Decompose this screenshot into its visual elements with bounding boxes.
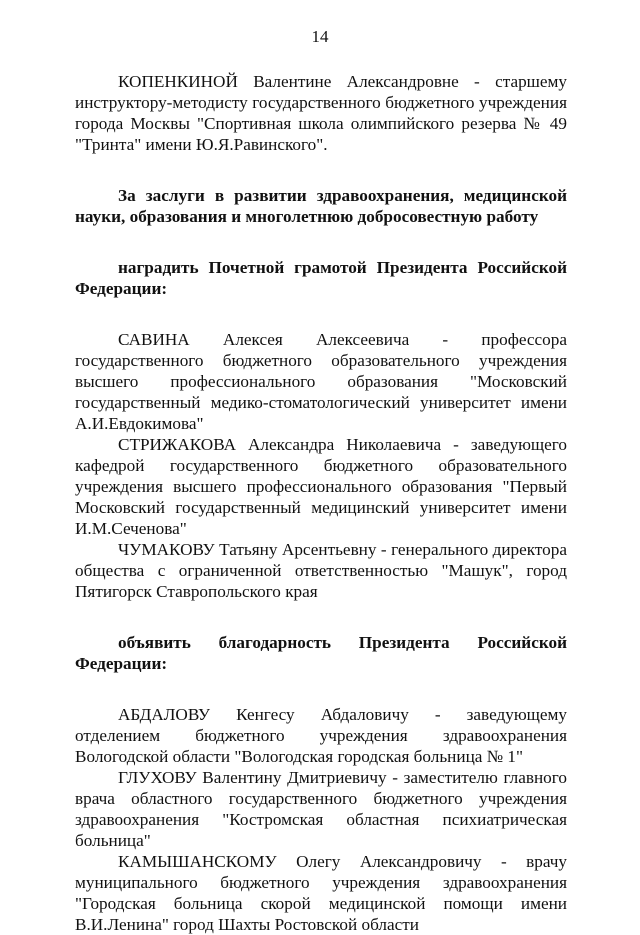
page-number: 14 xyxy=(311,27,329,46)
paragraph-strizhakov: СТРИЖАКОВА Александра Николаевича - заведующего кафедрой государственного бюджетного образовательного учреждения высшего профессионального образования "Первый Московский государственный медицинский университет имени И.М.Сеченова" xyxy=(75,435,567,538)
document-body xyxy=(75,71,567,935)
award-heading-gramota: наградить Почетной грамотой Президента Российской Федерации: xyxy=(75,258,567,298)
award-heading-gratitude: объявить благодарность Президента Российской Федерации: xyxy=(75,633,567,673)
paragraph-kopenkina: КОПЕНКИНОЙ Валентине Александровне - старшему инструктору-методисту государственного бюджетного учреждения города Москвы "Спортивная школа олимпийского резерва № 49 "Тринта" имени Ю.Я.Равинского". xyxy=(75,72,567,154)
paragraph-glukhov: ГЛУХОВУ Валентину Дмитриевичу - заместителю главного врача областного государственного бюджетного учреждения здравоохранения "Костромская областная психиатрическая больница" xyxy=(75,768,567,850)
spacer xyxy=(75,299,567,329)
spacer xyxy=(75,155,567,185)
paragraph-savin: САВИНА Алексея Алексеевича - профессора государственного бюджетного образовательного учреждения высшего профессионального образования "Московский государственный медико-стоматологический университет имени А.И.Евдокимова" xyxy=(75,330,567,433)
spacer xyxy=(75,227,567,257)
paragraph-kamyshansky: КАМЫШАНСКОМУ Олегу Александровичу - врачу муниципального бюджетного учреждения здравоохранения "Городская больница скорой медицинской помощи имени В.И.Ленина" город Шахты Ростовской области xyxy=(75,852,567,934)
paragraph-chumakova: ЧУМАКОВУ Татьяну Арсентьевну - генерального директора общества с ограниченной ответственностью "Машук", город Пятигорск Ставропольского края xyxy=(75,540,567,601)
spacer xyxy=(75,602,567,632)
paragraph-abdalov: АБДАЛОВУ Кенгесу Абдаловичу - заведующему отделением бюджетного учреждения здравоохранения Вологодской области "Вологодская городская больница № 1" xyxy=(75,705,567,766)
section-heading: За заслуги в развитии здравоохранения, медицинской науки, образования и многолетнюю добросовестную работу xyxy=(75,186,567,226)
spacer xyxy=(75,674,567,704)
